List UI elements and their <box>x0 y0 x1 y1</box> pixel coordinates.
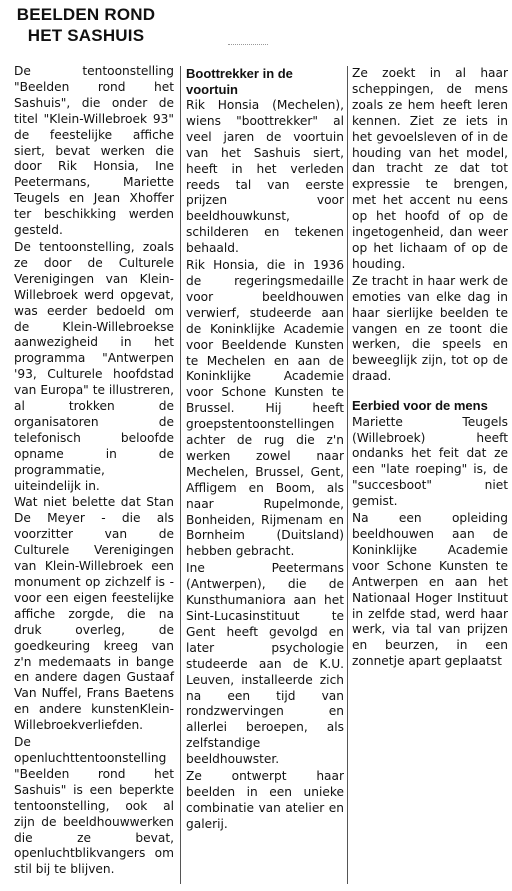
column-1 <box>14 64 174 879</box>
paragraph: Rik Honsia (Mechelen), wiens "boottrekker" al veel jaren de voortuin van het Sashuis siert, heeft in het verleden reeds tal van eerste prijzen voor beeldhouwkunst, schilderen en tekenen behaald. <box>186 98 344 256</box>
paragraph: Rik Honsia, die in 1936 de regeringsmedaille voor beeldhouwen verwierf, studeerde aan de Koninklijke Academie voor Beeldende Kunsten te Mechelen en aan de Koninklijke Academie voor Schone Kunsten te Brussel. Hij heeft groepstentoonstellingen achter de rug die z'n werken zowel naar Mechelen, Brussel, Gent, Affligem en Boom, als naar Rupelmonde, Bonheiden, Rijmenam en Bornheim (Duitsland) hebben gebracht. <box>186 258 344 559</box>
column-divider <box>180 66 181 884</box>
section-heading: Boottrekker in de voortuin <box>186 66 293 97</box>
column-3 <box>352 66 508 671</box>
article-title: BEELDEN ROND HET SASHUIS <box>16 5 156 45</box>
paragraph: Ze tracht in haar werk de emoties van elke dag in haar sierlijke beelden te vangen en ze toont die werken, die speels en beweeglijk zijn, tot op de draad. <box>352 273 508 384</box>
column-2 <box>186 66 344 834</box>
section-heading: Eerbied voor de mens <box>352 398 488 414</box>
paragraph: Na een opleiding beeldhouwen aan de Koninklijke Academie voor Schone Kunsten te Antwerpen en aan het Nationaal Hoger Instituut in zelfde stad, werd haar werk, via tal van prijzen en beurzen, in een zonnetje apart geplaatst <box>352 511 508 669</box>
paragraph: Wat niet belette dat Stan De Meyer - die als voorzitter van de Culturele Verenigingen van Klein-Willebroek een monument op zichzelf is - voor een eigen feestelijke affiche zorgde, die na druk overleg, de goedkeuring kreeg van z'n medemaats in bange en andere dagen Gustaaf Van Nuffel, Frans Baetens en andere kunstenKlein-Willebroekverliefden. <box>14 495 174 733</box>
column-divider <box>347 66 348 884</box>
paragraph: Ine Peetermans (Antwerpen), die de Kunsthumaniora aan het Sint-Lucasinstituut te Gent heeft gevolgd en later psychologie studeerde aan de K.U. Leuven, installeerde zich na een tijd van rondzwervingen en allerlei beroepen, als zelfstandige beeldhouwster. <box>186 561 344 767</box>
paragraph: De openluchttentoonstelling "Beelden rond het Sashuis" is een beperkte tentoonstelling, ook al zijn de beeldhouwwerken die ze bevat, openluchtblikvangers om stil bij te blijven. <box>14 735 174 877</box>
paragraph: Ze ontwerpt haar beelden in een unieke combinatie van atelier en galerij. <box>186 769 344 831</box>
paragraph: Mariette Teugels (Willebroek) heeft ondanks het feit dat ze een "late roeping" is, de "succesboot" niet gemist. <box>352 414 508 509</box>
scan-mark <box>228 44 268 48</box>
paragraph: Ze zoekt in al haar scheppingen, de mens zoals ze hem heeft leren kennen. Ziet ze iets in het gevoelsleven of in de houding van het model, dan tracht ze dat tot expressie te brengen, met het accent nu eens op het hoofd of op de ingetogenheid, dan weer op het lichaam of op de houding. <box>352 66 508 271</box>
paragraph: De tentoonstelling, zoals ze door de Culturele Verenigingen van Klein-Willebroek werd opgevat, was eerder bedoeld om de Klein-Willebroekse aanwezigheid in het programma "Antwerpen '93, Culturele hoofdstad van Europa" te illustreren, al trokken de organisatoren de telefonisch beloofde opname in de programmatie, uiteindelijk in. <box>14 239 174 493</box>
paragraph: De tentoonstelling "Beelden rond het Sashuis", die onder de titel "Klein-Willebroek 93" de feestelijke affiche siert, bevat werken die door Rik Honsia, Ine Peetermans, Mariette Teugels en Jean Xhoffer ter beschikking werden gesteld. <box>14 64 174 238</box>
